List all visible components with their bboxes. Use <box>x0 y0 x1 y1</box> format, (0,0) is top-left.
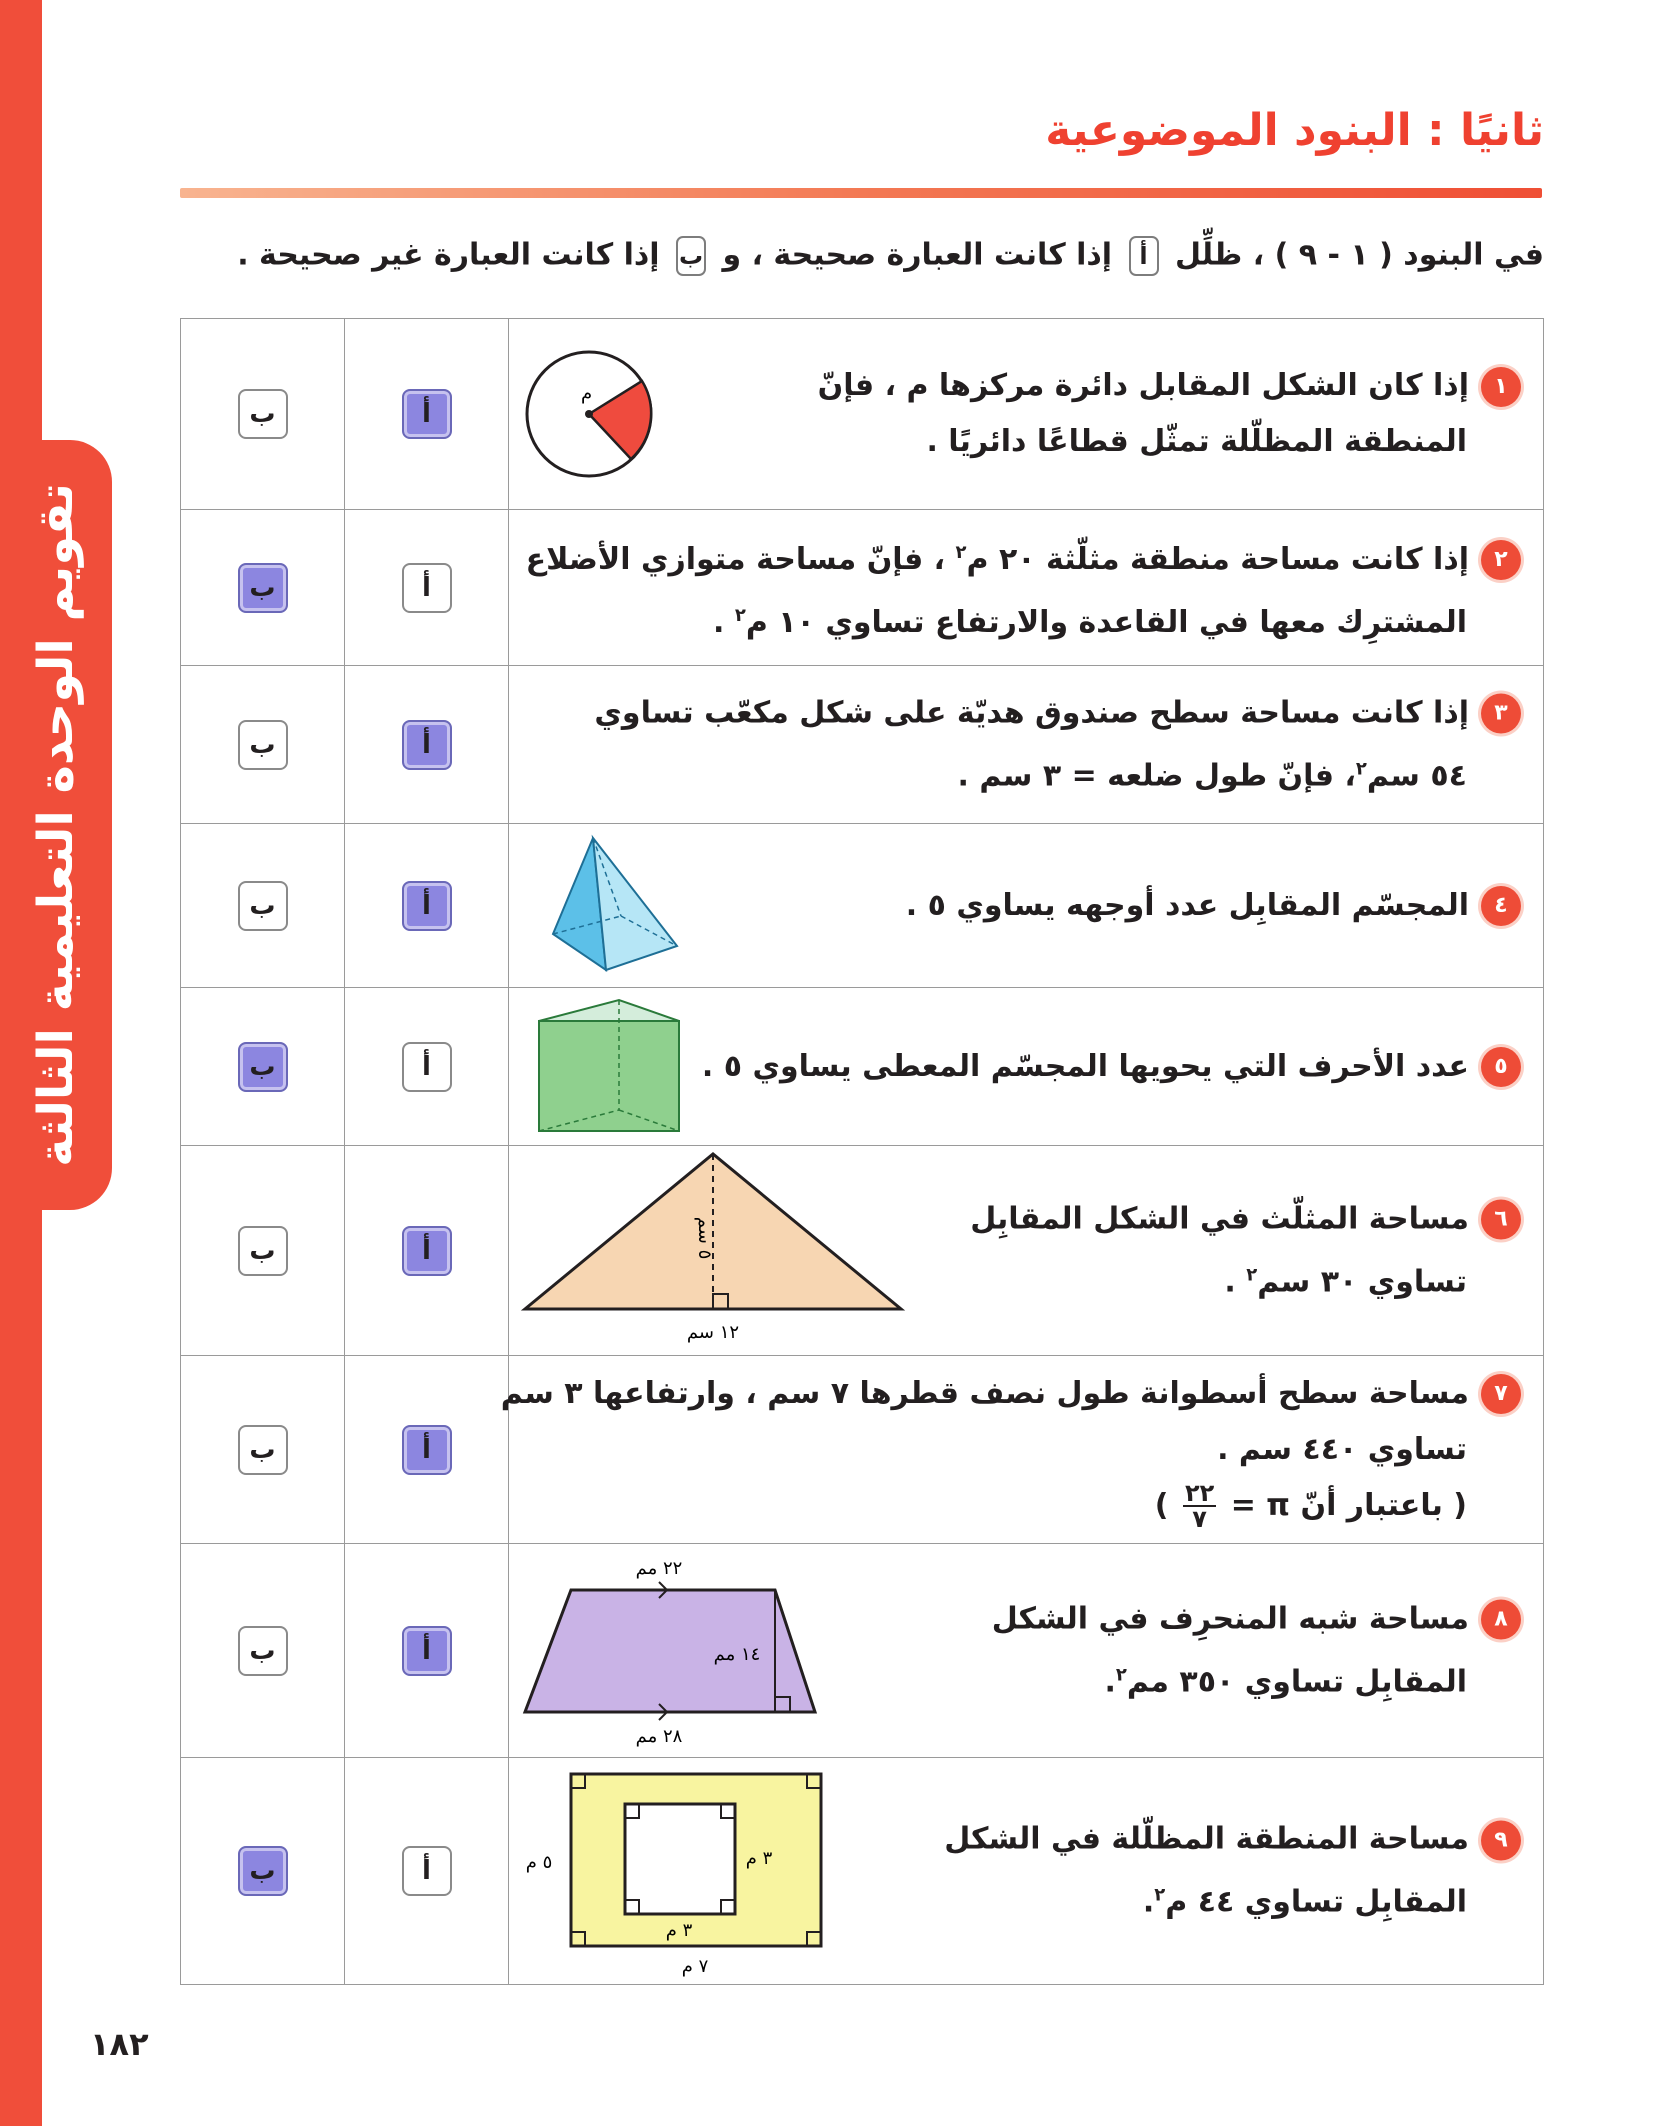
answer-a-button[interactable]: أ <box>402 389 452 439</box>
fraction-denominator: ٧ <box>1192 1505 1207 1533</box>
answer-a-cell <box>345 1544 509 1758</box>
statement-cell <box>509 510 1544 666</box>
answer-b-cell <box>181 666 345 824</box>
answer-b-button[interactable]: ب <box>238 1626 288 1676</box>
answer-a-button[interactable]: أ <box>402 1042 452 1092</box>
statement-line2-tail: . <box>712 604 735 640</box>
answer-b-cell <box>181 824 345 988</box>
item-row-6 <box>181 1146 1544 1356</box>
statement-line1: إذا كان الشكل المقابل دائرة مركزها م ، فإنّ <box>817 368 1469 403</box>
answer-b-cell <box>181 1356 345 1544</box>
instructions-part3: إذا كانت العبارة غير صحيحة . <box>237 237 660 273</box>
statement-text <box>992 1591 1521 1710</box>
statement-text <box>818 358 1521 470</box>
item-row-7 <box>181 1356 1544 1544</box>
rect-inner-horizontal-label: ٣ م <box>665 1920 693 1941</box>
statement-text <box>970 1191 1521 1310</box>
superscript: ٢ <box>1355 758 1367 779</box>
trapezoid-top-label: ٢٢ مم <box>635 1558 683 1579</box>
statement-cell <box>509 824 1544 988</box>
item-number-badge: ٤ <box>1481 886 1521 926</box>
section-title: ثانيًا : البنود الموضوعية <box>1045 105 1544 156</box>
answer-b-button[interactable]: ب <box>238 1226 288 1276</box>
statement-line2: ٥٤ سم <box>1366 758 1467 793</box>
answer-a-cell <box>345 824 509 988</box>
answer-b-button[interactable]: ب <box>238 1425 288 1475</box>
statement-cell <box>509 319 1544 510</box>
page-number: ١٨٢ <box>90 2025 149 2063</box>
superscript: ٢ <box>1246 1264 1258 1285</box>
answer-a-button[interactable]: أ <box>402 1425 452 1475</box>
pi-note-pre: ( باعتبار أنّ π = <box>1230 1487 1467 1523</box>
item-number-badge: ٩ <box>1481 1820 1521 1860</box>
instructions-part2: إذا كانت العبارة صحيحة ، و <box>722 237 1113 273</box>
rect-outer-width-label: ٧ م <box>681 1956 709 1977</box>
statement-line2-tail: . <box>1142 1884 1155 1920</box>
instructions <box>237 236 1544 276</box>
answer-a-cell <box>345 1146 509 1356</box>
item-row-8 <box>181 1544 1544 1758</box>
item-row-4 <box>181 824 1544 988</box>
statement-text <box>906 878 1521 934</box>
triangle-base-label: ١٢ سم <box>686 1322 740 1343</box>
superscript: ٢ <box>1115 1664 1127 1685</box>
title-underline <box>180 188 1542 198</box>
superscript: ٢ <box>734 604 746 626</box>
answer-a-button[interactable]: أ <box>402 720 452 770</box>
statement-text <box>594 685 1521 804</box>
answer-b-cell <box>181 510 345 666</box>
pi-note <box>501 1478 1521 1534</box>
answer-b-cell <box>181 988 345 1146</box>
statement-line2: تساوي ٣٠ سم <box>1257 1264 1467 1299</box>
answer-b-cell <box>181 319 345 510</box>
statement-line2-tail: . <box>1104 1664 1116 1699</box>
item-row-1 <box>181 319 1544 510</box>
answer-b-cell <box>181 1544 345 1758</box>
answer-a-button[interactable]: أ <box>402 1226 452 1276</box>
trapezoid-height-label: ١٤ مم <box>713 1644 761 1665</box>
answer-a-cell <box>345 1356 509 1544</box>
answer-b-cell <box>181 1146 345 1356</box>
answer-b-button[interactable]: ب <box>238 1042 288 1092</box>
pi-note-post: ) <box>1154 1487 1169 1523</box>
item-row-9 <box>181 1758 1544 1985</box>
statement-line2: المشترِك معها في القاعدة والارتفاع تساوي ١٠ م <box>745 604 1467 640</box>
side-tab-label: تقويم الوحدة التعليمية الثالثة <box>28 483 84 1167</box>
statement-line1: مساحة شبه المنحرِف في الشكل <box>991 1601 1469 1636</box>
superscript: ٢ <box>955 541 967 563</box>
item-row-2 <box>181 510 1544 666</box>
instructions-box-a: أ <box>1129 236 1159 276</box>
statement-line2: المقابِل تساوي ٣٥٠ مم <box>1126 1664 1467 1699</box>
statement-line2-tail: . <box>1224 1264 1247 1299</box>
statement-cell <box>509 666 1544 824</box>
answer-a-cell <box>345 1758 509 1985</box>
statement-line1: مساحة سطح أسطوانة طول نصف قطرها ٧ سم ، وارتفاعها ٣ سم <box>500 1375 1469 1411</box>
instructions-part1: في البنود ( ١ - ٩ ) ، ظلِّل <box>1175 237 1544 273</box>
item-number-badge: ٥ <box>1481 1047 1521 1087</box>
statement-cell <box>509 1146 1544 1356</box>
item-number-badge: ١ <box>1481 367 1521 407</box>
item-number-badge: ٧ <box>1481 1374 1521 1414</box>
answer-a-button[interactable]: أ <box>402 1846 452 1896</box>
item-number-badge: ٣ <box>1481 694 1521 734</box>
statement-line2: المقابِل تساوي ٤٤ م <box>1165 1884 1467 1920</box>
answer-b-button[interactable]: ب <box>238 563 288 613</box>
statement-line1: مساحة المثلّث في الشكل المقابِل <box>970 1201 1469 1236</box>
items-table <box>180 318 1544 1985</box>
triangle-height-label: ٥ سم <box>694 1216 715 1260</box>
item-row-5 <box>181 988 1544 1146</box>
statement-text <box>501 1366 1521 1534</box>
answer-b-button[interactable]: ب <box>238 881 288 931</box>
answer-a-button[interactable]: أ <box>402 563 452 613</box>
fraction-numerator: ٢٢ <box>1184 1479 1215 1507</box>
statement-line2: تساوي ٤٤٠ سم . <box>1217 1431 1467 1467</box>
statement-line1: إذا كانت مساحة منطقة مثلّثة ٢٠ م <box>966 541 1469 577</box>
answer-b-button[interactable]: ب <box>238 389 288 439</box>
statement-line1: عدد الأحرف التي يحويها المجسّم المعطى يساوي ٥ . <box>701 1048 1469 1084</box>
statement-line1: مساحة المنطقة المظلّلة في الشكل <box>944 1821 1469 1857</box>
answer-b-button[interactable]: ب <box>238 720 288 770</box>
answer-a-cell <box>345 988 509 1146</box>
item-row-3 <box>181 666 1544 824</box>
item-number-badge: ٦ <box>1481 1200 1521 1240</box>
statement-line2-tail: ، فإنّ طول ضلعه = ٣ سم . <box>957 758 1356 793</box>
answer-a-button[interactable]: أ <box>402 881 452 931</box>
statement-line1-tail: ، فإنّ مساحة متوازي الأضلاع <box>525 541 956 577</box>
statement-line1: إذا كانت مساحة سطح صندوق هديّة على شكل مكعّب تساوي <box>594 695 1469 730</box>
superscript: ٢ <box>1154 1884 1166 1906</box>
instructions-box-b: ب <box>676 236 706 276</box>
fraction <box>1183 1481 1216 1531</box>
statement-cell <box>500 1356 1544 1544</box>
item-number-badge: ٨ <box>1481 1600 1521 1640</box>
trapezoid-bottom-label: ٢٨ مم <box>635 1726 683 1747</box>
circle-center-label: م <box>581 383 593 404</box>
rect-inner-vertical-label: ٣ م <box>745 1848 773 1869</box>
answer-a-cell <box>345 510 509 666</box>
answer-b-button[interactable]: ب <box>238 1846 288 1896</box>
statement-text <box>526 525 1521 651</box>
statement-text <box>702 1039 1521 1095</box>
statement-text <box>944 1812 1521 1931</box>
answer-a-button[interactable]: أ <box>402 1626 452 1676</box>
statement-line1: المجسّم المقابِل عدد أوجهه يساوي ٥ . <box>905 887 1469 923</box>
answer-a-cell <box>345 666 509 824</box>
answer-b-cell <box>181 1758 345 1985</box>
item-number-badge: ٢ <box>1481 540 1521 580</box>
statement-cell <box>509 1544 1544 1758</box>
statement-cell <box>509 988 1544 1146</box>
statement-line2: المنطقة المظلّلة تمثّل قطاعًا دائريًا . <box>926 424 1467 459</box>
statement-cell <box>509 1758 1544 1985</box>
rect-outer-height-label: ٥ م <box>525 1852 553 1873</box>
answer-a-cell <box>345 319 509 510</box>
